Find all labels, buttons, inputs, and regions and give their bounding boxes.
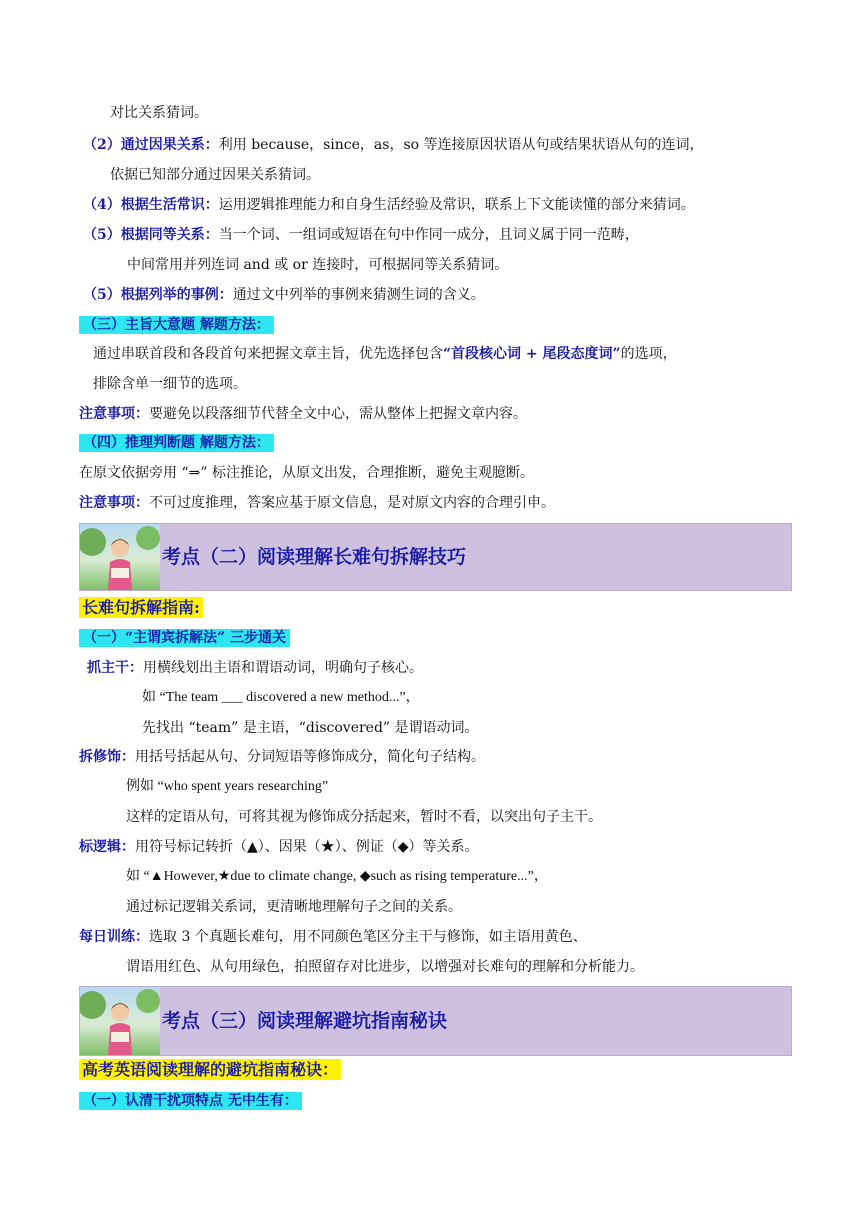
step-line bbox=[87, 658, 423, 678]
step-label: 标逻辑： bbox=[79, 839, 135, 855]
text-line: 在原文依据旁用 “⇒” 标注推论，从原文出发，合理推断，避免主观臆断。 bbox=[79, 465, 534, 481]
step-label: 每日训练： bbox=[79, 929, 149, 945]
text-line: 排除含单一细节的选项。 bbox=[93, 376, 247, 392]
example-line: 例如 “who spent years researching” bbox=[126, 779, 329, 794]
example-line: 通过标记逻辑关系词，更清晰地理解句子之间的关系。 bbox=[126, 899, 462, 915]
step-label: 拆修饰： bbox=[79, 749, 135, 765]
label: （2）通过因果关系： bbox=[83, 137, 219, 153]
step-line bbox=[79, 927, 587, 947]
step-label: 抓主干： bbox=[87, 660, 143, 676]
section-heading bbox=[79, 315, 274, 335]
label: （4）根据生活常识： bbox=[83, 197, 219, 213]
banner-title: 考点（三）阅读理解避坑指南秘诀 bbox=[162, 1010, 448, 1032]
example-line: 如 “The team ___ discovered a new method...”， bbox=[142, 690, 420, 705]
note-label: 注意事项： bbox=[79, 406, 149, 422]
section-heading bbox=[79, 433, 274, 453]
text-line: 对比关系猜词。 bbox=[110, 105, 208, 121]
section-heading bbox=[79, 628, 290, 648]
text: 运用逻辑推理能力和自身生活经验及常识，联系上下文能读懂的部分来猜词。 bbox=[218, 197, 695, 213]
text: 通过文中列举的事例来猜测生词的含义。 bbox=[232, 287, 485, 303]
text-line bbox=[93, 344, 677, 364]
text: 用符号标记转折（▲）、因果（★）、例证（◆）等关系。 bbox=[135, 839, 479, 855]
text: 用横线划出主语和谓语动词，明确句子核心。 bbox=[143, 660, 423, 676]
text-line bbox=[83, 135, 704, 155]
text: 选取 3 个真题长难句，用不同颜色笔区分主干与修饰，如主语用黄色、 bbox=[149, 929, 587, 945]
example-line: 如 “▲However,★due to climate change, ◆such as rising temperature...”， bbox=[126, 869, 548, 884]
text: 用括号括起从句、分词短语等修饰成分，简化句子结构。 bbox=[135, 749, 485, 765]
example-line: 谓语用红色、从句用绿色，拍照留存对比进步，以增强对长难句的理解和分析能力。 bbox=[126, 959, 644, 975]
topic-banner bbox=[79, 523, 792, 591]
text: 不可过度推理，答案应基于原文信息，是对原文内容的合理引申。 bbox=[149, 495, 555, 511]
text-line bbox=[83, 285, 485, 305]
banner-title: 考点（二）阅读理解长难句拆解技巧 bbox=[162, 546, 467, 568]
heading-label: （四）推理判断题 解题方法： bbox=[79, 434, 274, 452]
topic-banner bbox=[79, 986, 792, 1056]
text: 要避免以段落细节代替全文中心，需从整体上把握文章内容。 bbox=[149, 406, 527, 422]
yellow-heading: 高考英语阅读理解的避坑指南秘诀： bbox=[79, 1059, 341, 1080]
yellow-heading: 长难句拆解指南: bbox=[79, 597, 203, 618]
text-line bbox=[83, 225, 639, 245]
heading-label: （一）认清干扰项特点 无中生有： bbox=[79, 1092, 302, 1110]
subsection-heading bbox=[79, 1059, 341, 1082]
subsection-heading bbox=[79, 597, 203, 620]
note-line bbox=[79, 493, 555, 513]
text: 通过串联首段和各段首句来把握文章主旨，优先选择包含 bbox=[93, 346, 443, 362]
heading-label: （一）“主谓宾拆解法” 三步通关 bbox=[79, 629, 290, 647]
highlight-text: “首段核心词 + 尾段态度词” bbox=[443, 346, 621, 362]
example-line: 先找出 “team” 是主语，“discovered” 是谓语动词。 bbox=[142, 720, 479, 736]
label: （5）根据列举的事例： bbox=[83, 287, 233, 303]
section-heading bbox=[79, 1091, 302, 1111]
note-label: 注意事项： bbox=[79, 495, 149, 511]
note-line bbox=[79, 404, 527, 424]
label: （5）根据同等关系： bbox=[83, 227, 219, 243]
text-line: 中间常用并列连词 and 或 or 连接时，可根据同等关系猜词。 bbox=[127, 257, 509, 273]
text-line: 依据已知部分通过因果关系猜词。 bbox=[110, 167, 320, 183]
banner-illustration bbox=[80, 524, 160, 590]
text: 的选项， bbox=[620, 346, 677, 362]
heading-label: （三）主旨大意题 解题方法： bbox=[79, 316, 274, 334]
text: 当一个词、一组词或短语在句中作同一成分，且词义属于同一范畴， bbox=[218, 227, 639, 243]
banner-illustration bbox=[80, 987, 160, 1055]
step-line bbox=[79, 837, 479, 857]
text-line bbox=[83, 195, 695, 215]
step-line bbox=[79, 747, 485, 767]
text: 利用 because，since，as，so 等连接原因状语从句或结果状语从句的连词， bbox=[218, 137, 704, 153]
example-line: 这样的定语从句，可将其视为修饰成分括起来，暂时不看，以突出句子主干。 bbox=[126, 809, 602, 825]
